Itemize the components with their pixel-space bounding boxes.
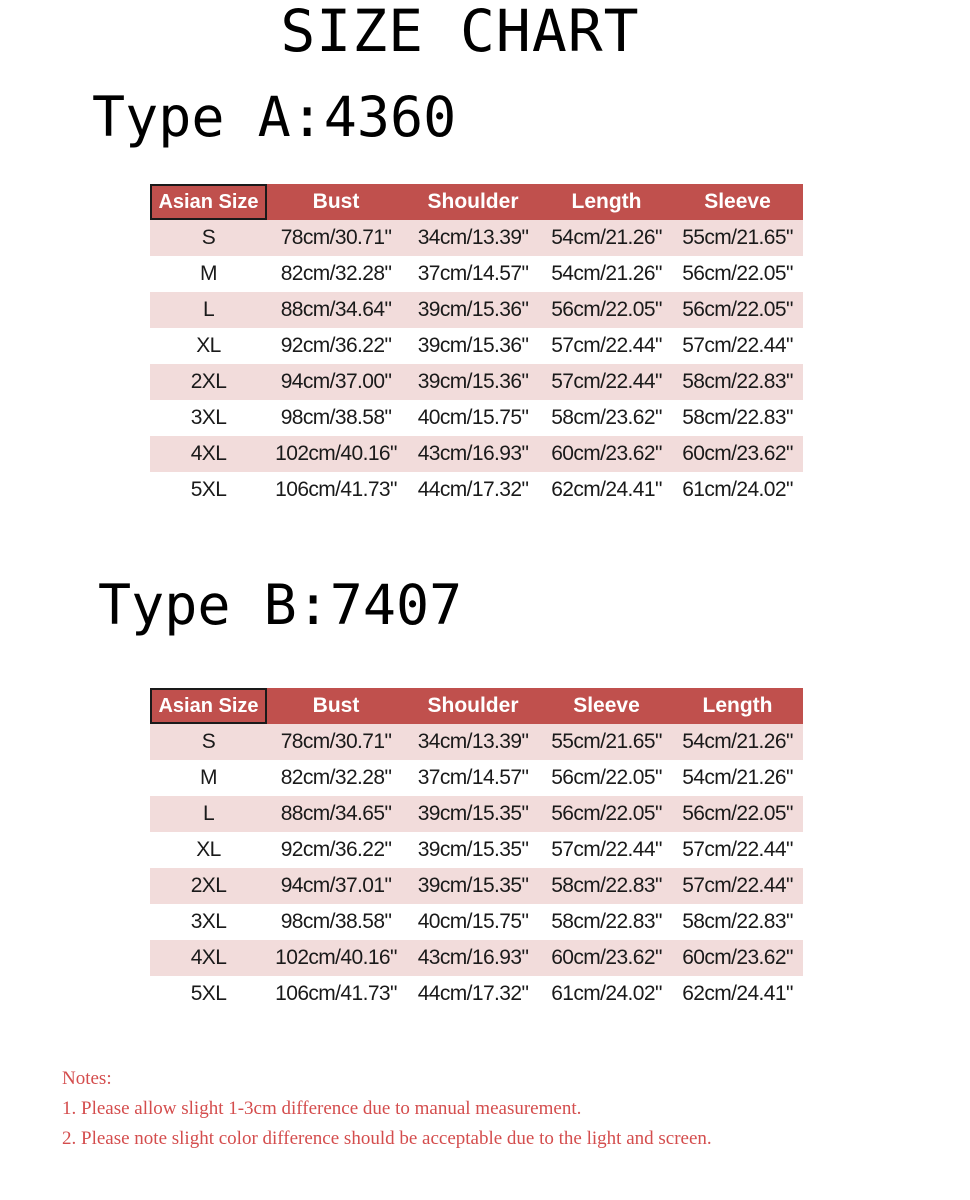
sleeve-cell: 58cm/22.83" <box>541 868 672 904</box>
bust-cell: 92cm/36.22" <box>267 832 405 868</box>
table-row <box>150 976 803 1012</box>
shoulder-cell: 37cm/14.57" <box>405 256 541 292</box>
bust-cell: 92cm/36.22" <box>267 328 405 364</box>
length-cell: 56cm/22.05" <box>541 292 672 328</box>
bust-cell: 106cm/41.73" <box>267 976 405 1012</box>
bust-cell: 98cm/38.58" <box>267 904 405 940</box>
shoulder-cell: 34cm/13.39" <box>405 220 541 256</box>
shoulder-cell: 43cm/16.93" <box>405 940 541 976</box>
bust-cell: 94cm/37.01" <box>267 868 405 904</box>
size-table-type-b <box>150 688 803 1012</box>
sleeve-cell: 56cm/22.05" <box>541 796 672 832</box>
table-row <box>150 760 803 796</box>
note-line: 2. Please note slight color difference should be acceptable due to the light and screen. <box>62 1128 712 1149</box>
shoulder-cell: 43cm/16.93" <box>405 436 541 472</box>
shoulder-cell: 44cm/17.32" <box>405 472 541 508</box>
length-cell: 62cm/24.41" <box>541 472 672 508</box>
size-cell: S <box>150 724 267 760</box>
shoulder-cell: 39cm/15.35" <box>405 796 541 832</box>
shoulder-cell: 40cm/15.75" <box>405 904 541 940</box>
column-header-bust: Bust <box>267 184 405 220</box>
length-cell: 58cm/22.83" <box>672 904 803 940</box>
bust-cell: 106cm/41.73" <box>267 472 405 508</box>
sleeve-cell: 60cm/23.62" <box>672 436 803 472</box>
bust-cell: 88cm/34.64" <box>267 292 405 328</box>
sleeve-cell: 60cm/23.62" <box>541 940 672 976</box>
sleeve-cell: 55cm/21.65" <box>672 220 803 256</box>
table-row <box>150 436 803 472</box>
size-cell: 5XL <box>150 472 267 508</box>
shoulder-cell: 37cm/14.57" <box>405 760 541 796</box>
table-header-row <box>150 184 803 220</box>
table-row <box>150 256 803 292</box>
type-a-title: Type A:4360 <box>92 85 457 149</box>
bust-cell: 82cm/32.28" <box>267 256 405 292</box>
type-b-title: Type B:7407 <box>98 573 463 637</box>
sleeve-cell: 57cm/22.44" <box>541 832 672 868</box>
table-row <box>150 292 803 328</box>
length-cell: 54cm/21.26" <box>541 220 672 256</box>
length-cell: 57cm/22.44" <box>541 328 672 364</box>
size-cell: 4XL <box>150 436 267 472</box>
length-cell: 54cm/21.26" <box>672 724 803 760</box>
bust-cell: 82cm/32.28" <box>267 760 405 796</box>
sleeve-cell: 56cm/22.05" <box>672 292 803 328</box>
sleeve-cell: 61cm/24.02" <box>672 472 803 508</box>
size-cell: L <box>150 796 267 832</box>
bust-cell: 98cm/38.58" <box>267 400 405 436</box>
size-cell: XL <box>150 328 267 364</box>
column-header-length: Length <box>672 688 803 724</box>
size-table-type-a <box>150 184 803 508</box>
length-cell: 56cm/22.05" <box>672 796 803 832</box>
table-row <box>150 940 803 976</box>
length-cell: 54cm/21.26" <box>672 760 803 796</box>
size-cell: L <box>150 292 267 328</box>
bust-cell: 78cm/30.71" <box>267 724 405 760</box>
table-row <box>150 472 803 508</box>
sleeve-cell: 58cm/22.83" <box>672 400 803 436</box>
shoulder-cell: 44cm/17.32" <box>405 976 541 1012</box>
shoulder-cell: 39cm/15.36" <box>405 292 541 328</box>
column-header-asian-size: Asian Size <box>150 688 267 724</box>
shoulder-cell: 34cm/13.39" <box>405 724 541 760</box>
size-cell: M <box>150 256 267 292</box>
sleeve-cell: 57cm/22.44" <box>672 328 803 364</box>
length-cell: 57cm/22.44" <box>672 868 803 904</box>
length-cell: 60cm/23.62" <box>541 436 672 472</box>
table-row <box>150 904 803 940</box>
table-row <box>150 868 803 904</box>
size-cell: 2XL <box>150 868 267 904</box>
column-header-shoulder: Shoulder <box>405 184 541 220</box>
notes-section <box>62 1064 942 1154</box>
sleeve-cell: 56cm/22.05" <box>672 256 803 292</box>
column-header-sleeve: Sleeve <box>541 688 672 724</box>
bust-cell: 88cm/34.65" <box>267 796 405 832</box>
column-header-length: Length <box>541 184 672 220</box>
size-cell: 5XL <box>150 976 267 1012</box>
length-cell: 62cm/24.41" <box>672 976 803 1012</box>
size-cell: 3XL <box>150 904 267 940</box>
shoulder-cell: 39cm/15.36" <box>405 328 541 364</box>
note-line: 1. Please allow slight 1-3cm difference due to manual measurement. <box>62 1098 582 1119</box>
page-title: SIZE CHART <box>280 0 640 65</box>
length-cell: 57cm/22.44" <box>672 832 803 868</box>
size-cell: XL <box>150 832 267 868</box>
table-row <box>150 400 803 436</box>
table-row <box>150 220 803 256</box>
bust-cell: 78cm/30.71" <box>267 220 405 256</box>
length-cell: 58cm/23.62" <box>541 400 672 436</box>
table-row <box>150 328 803 364</box>
size-cell: M <box>150 760 267 796</box>
table-row <box>150 832 803 868</box>
column-header-bust: Bust <box>267 688 405 724</box>
table-row <box>150 364 803 400</box>
sleeve-cell: 58cm/22.83" <box>672 364 803 400</box>
sleeve-cell: 56cm/22.05" <box>541 760 672 796</box>
size-cell: S <box>150 220 267 256</box>
sleeve-cell: 61cm/24.02" <box>541 976 672 1012</box>
table-row <box>150 796 803 832</box>
shoulder-cell: 39cm/15.36" <box>405 364 541 400</box>
size-cell: 4XL <box>150 940 267 976</box>
notes-heading: Notes: <box>62 1068 112 1089</box>
length-cell: 54cm/21.26" <box>541 256 672 292</box>
length-cell: 57cm/22.44" <box>541 364 672 400</box>
bust-cell: 102cm/40.16" <box>267 436 405 472</box>
size-cell: 2XL <box>150 364 267 400</box>
sleeve-cell: 58cm/22.83" <box>541 904 672 940</box>
column-header-sleeve: Sleeve <box>672 184 803 220</box>
table-header-row <box>150 688 803 724</box>
shoulder-cell: 39cm/15.35" <box>405 868 541 904</box>
bust-cell: 94cm/37.00" <box>267 364 405 400</box>
bust-cell: 102cm/40.16" <box>267 940 405 976</box>
table-row <box>150 724 803 760</box>
size-cell: 3XL <box>150 400 267 436</box>
column-header-asian-size: Asian Size <box>150 184 267 220</box>
shoulder-cell: 40cm/15.75" <box>405 400 541 436</box>
sleeve-cell: 55cm/21.65" <box>541 724 672 760</box>
column-header-shoulder: Shoulder <box>405 688 541 724</box>
length-cell: 60cm/23.62" <box>672 940 803 976</box>
shoulder-cell: 39cm/15.35" <box>405 832 541 868</box>
